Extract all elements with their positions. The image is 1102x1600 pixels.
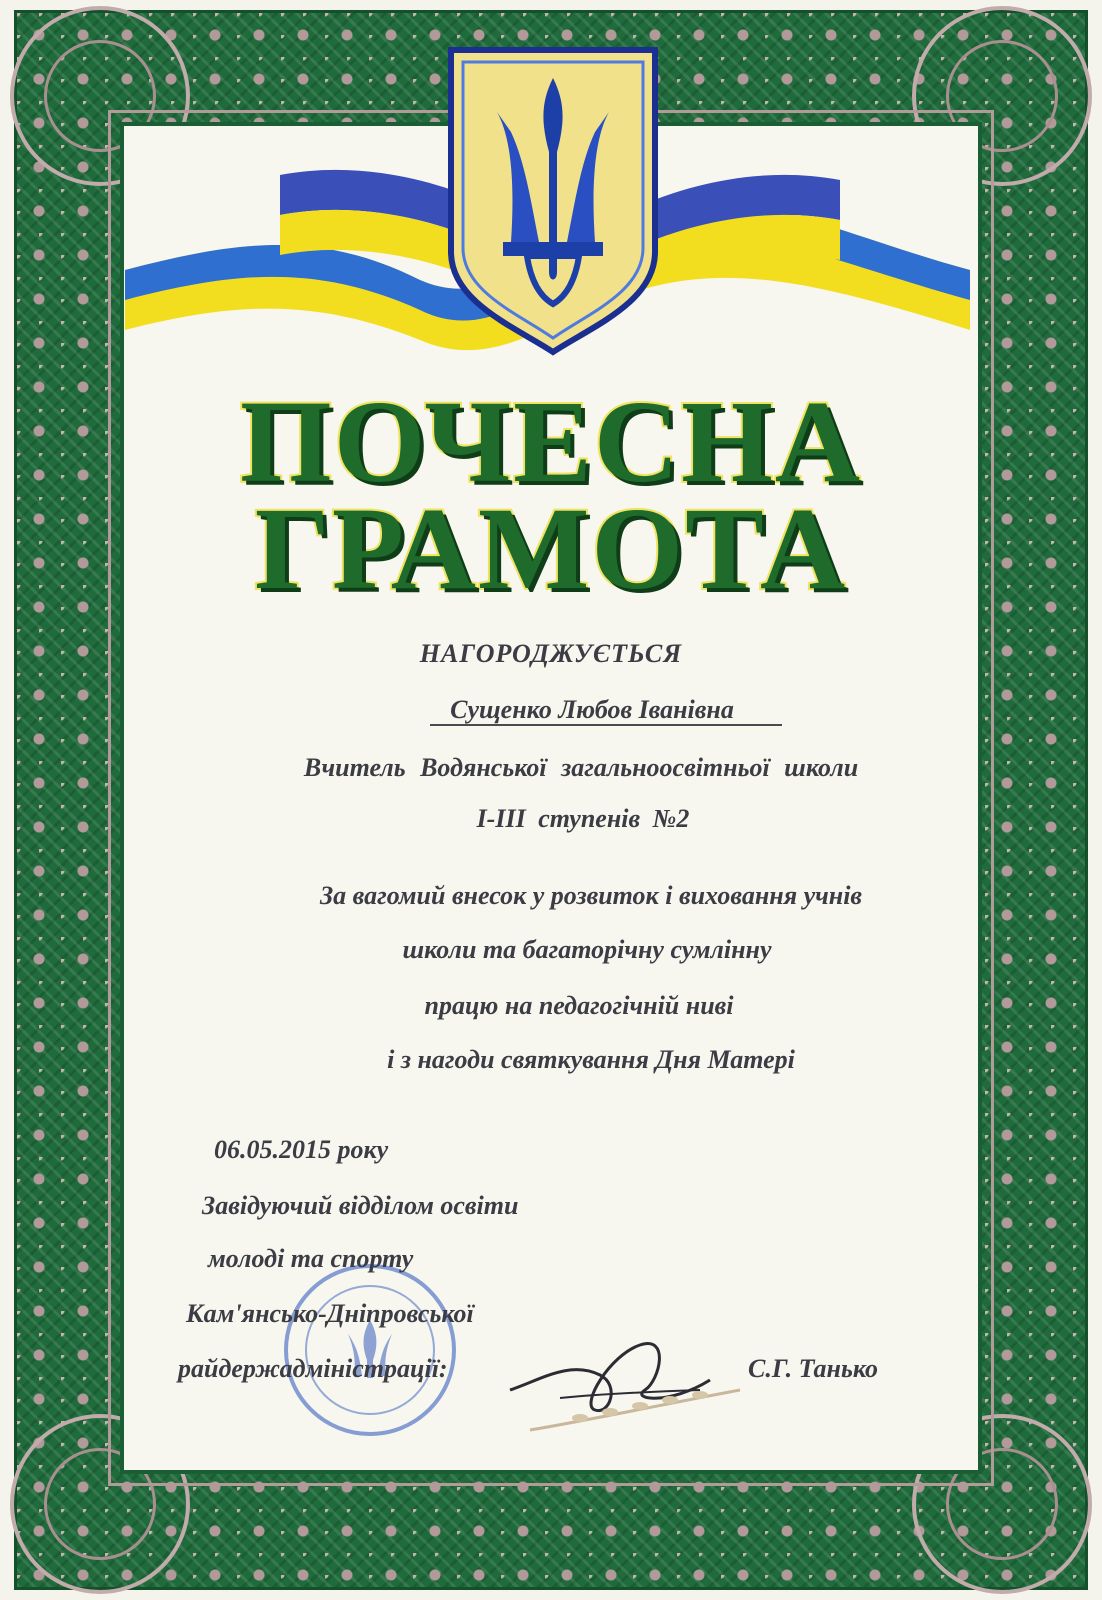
recipient-position-line1: Вчитель Водянської загальноосвітньої школи	[303, 753, 859, 782]
award-reason-line1: За вагомий внесок у розвиток і виховання учнів	[319, 881, 863, 910]
certificate-title-line1: ПОЧЕСНА	[239, 376, 863, 507]
signer-title-line2: молоді та спорту	[208, 1244, 414, 1273]
official-stamp-icon	[250, 1250, 500, 1450]
award-reason-line2: школи та багаторічну сумлінну	[402, 935, 772, 964]
signer-title-line4: райдержадміністрації:	[178, 1354, 448, 1383]
wheat-icon	[520, 1380, 750, 1440]
award-reason-line4: і з нагоди святкування Дня Матері	[387, 1045, 795, 1074]
signer-name: С.Г. Танько	[748, 1354, 879, 1383]
certificate-title-line2: ГРАМОТА	[254, 483, 848, 614]
signer-title-line3: Кам'янсько-Дніпровської	[186, 1299, 474, 1328]
award-date: 06.05.2015 року	[214, 1135, 389, 1164]
recipient-position-line2: І-ІІІ ступенів №2	[476, 804, 690, 833]
recipient-name: Сущенко Любов Іванівна	[450, 695, 734, 724]
signer-title-line1: Завідуючий відділом освіти	[202, 1191, 519, 1220]
awarded-label: НАГОРОДЖУЄТЬСЯ	[419, 639, 683, 668]
recipient-underline	[430, 724, 782, 726]
award-reason-line3: працю на педагогічній ниві	[424, 991, 734, 1020]
trident-icon	[441, 42, 665, 358]
